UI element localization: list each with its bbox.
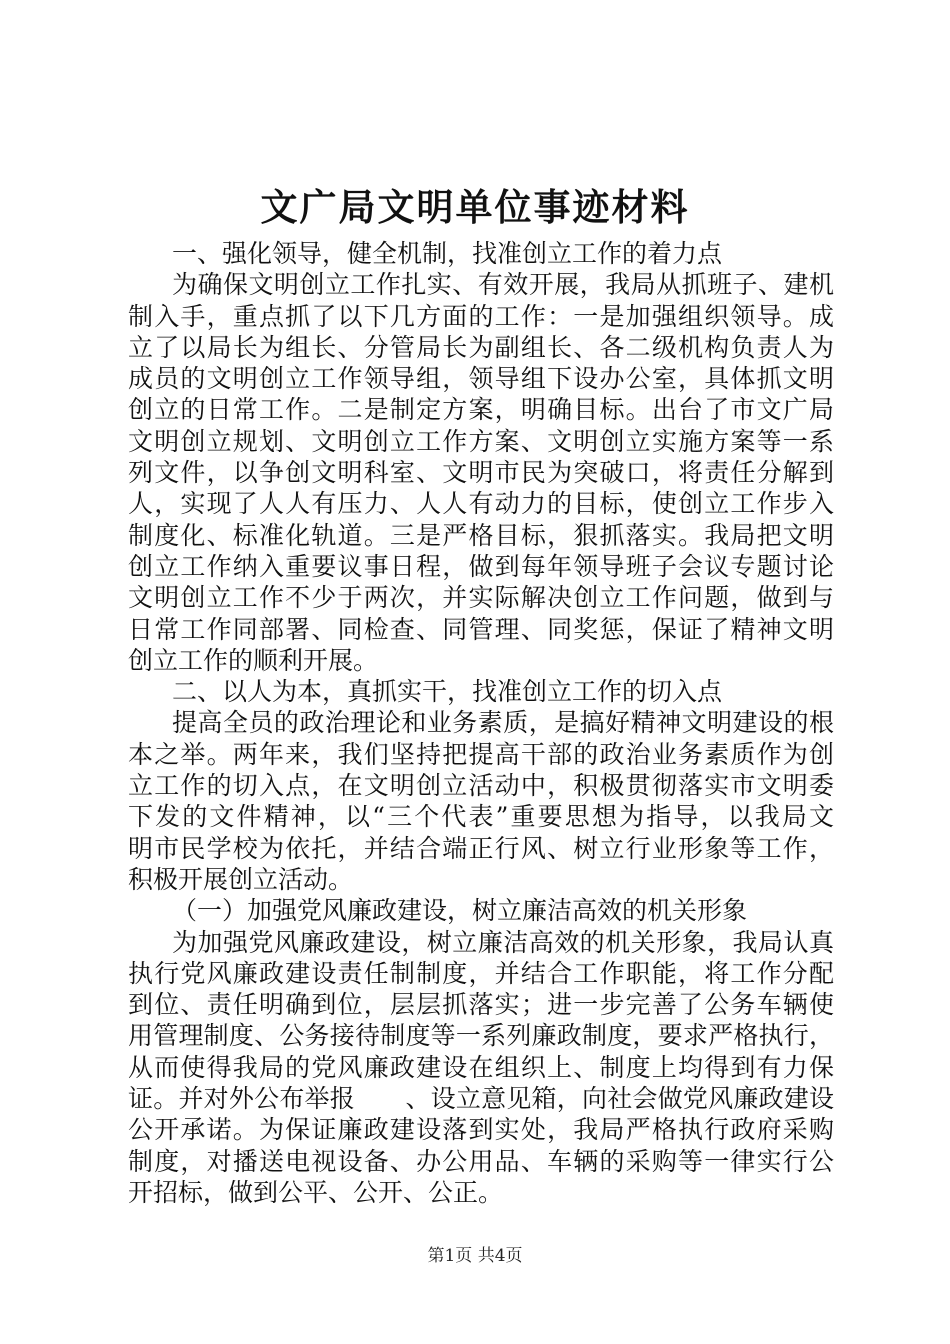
section-heading: 二、以人为本，真抓实干，找准创立工作的切入点: [172, 677, 723, 707]
paragraph-line: 用管理制度、公务接待制度等一系列廉政制度，要求严格执行，: [128, 1021, 834, 1051]
paragraph-line: 成员的文明创立工作领导组，领导组下设办公室，具体抓文明: [128, 364, 834, 394]
paragraph-line: 从而使得我局的党风廉政建设在组织上、制度上均得到有力保: [128, 1052, 834, 1082]
paragraph-line: 文明创立规划、文明创立工作方案、文明创立实施方案等一系: [128, 426, 834, 456]
paragraph-line: 创立的日常工作。二是制定方案，明确目标。出台了市文广局: [128, 395, 834, 425]
paragraph-line: 立工作的切入点，在文明创立活动中，积极贯彻落实市文明委: [128, 771, 834, 801]
paragraph-line: 制入手，重点抓了以下几方面的工作：一是加强组织领导。成: [128, 301, 834, 331]
paragraph-line: 到位、责任明确到位，层层抓落实；进一步完善了公务车辆使: [128, 990, 834, 1020]
paragraph-line: 制度化、标准化轨道。三是严格目标，狠抓落实。我局把文明: [128, 520, 834, 550]
paragraph-line: 文明创立工作不少于两次，并实际解决创立工作问题，做到与: [128, 583, 834, 613]
paragraph-line: 本之举。两年来，我们坚持把提高干部的政治业务素质作为创: [128, 739, 834, 769]
paragraph-line: 明市民学校为依托，并结合端正行风、树立行业形象等工作，: [128, 833, 834, 863]
paragraph-line: 制度，对播送电视设备、办公用品、车辆的采购等一律实行公: [128, 1146, 834, 1176]
paragraph-line: 下发的文件精神，以“三个代表”重要思想为指导，以我局文: [128, 802, 834, 832]
paragraph-line: 创立工作的顺利开展。: [128, 645, 379, 675]
paragraph-line: 执行党风廉政建设责任制制度，并结合工作职能，将工作分配: [128, 958, 834, 988]
paragraph-line: 为确保文明创立工作扎实、有效开展，我局从抓班子、建机: [172, 270, 834, 300]
paragraph-line: 立了以局长为组长、分管局长为副组长、各二级机构负责人为: [128, 332, 834, 362]
subsection-heading: （一）加强党风廉政建设，树立廉洁高效的机关形象: [172, 896, 748, 926]
paragraph-line: 人，实现了人人有压力、人人有动力的目标，使创立工作步入: [128, 489, 834, 519]
paragraph-line: 创立工作纳入重要议事日程，做到每年领导班子会议专题讨论: [128, 551, 834, 581]
paragraph-line: 日常工作同部署、同检查、同管理、同奖惩，保证了精神文明: [128, 614, 834, 644]
paragraph-line: 证。并对外公布举报 、设立意见箱，向社会做党风廉政建设: [128, 1084, 834, 1114]
paragraph-line: 积极开展创立活动。: [128, 864, 354, 894]
paragraph-line: 公开承诺。为保证廉政建设落到实处，我局严格执行政府采购: [128, 1115, 834, 1145]
document-title: 文广局文明单位事迹材料: [260, 185, 690, 229]
section-heading: 一、强化领导，健全机制，找准创立工作的着力点: [172, 239, 723, 268]
paragraph-line: 列文件，以争创文明科室、文明市民为突破口，将责任分解到: [128, 458, 834, 488]
paragraph-line: 提高全员的政治理论和业务素质，是搞好精神文明建设的根: [172, 708, 834, 738]
paragraph-line: 为加强党风廉政建设，树立廉洁高效的机关形象，我局认真: [172, 927, 834, 957]
document-body: [128, 238, 834, 1208]
paragraph-line: 开招标，做到公平、公开、公正。: [128, 1177, 504, 1207]
page-number-footer: 第1页 共4页: [427, 1246, 523, 1266]
